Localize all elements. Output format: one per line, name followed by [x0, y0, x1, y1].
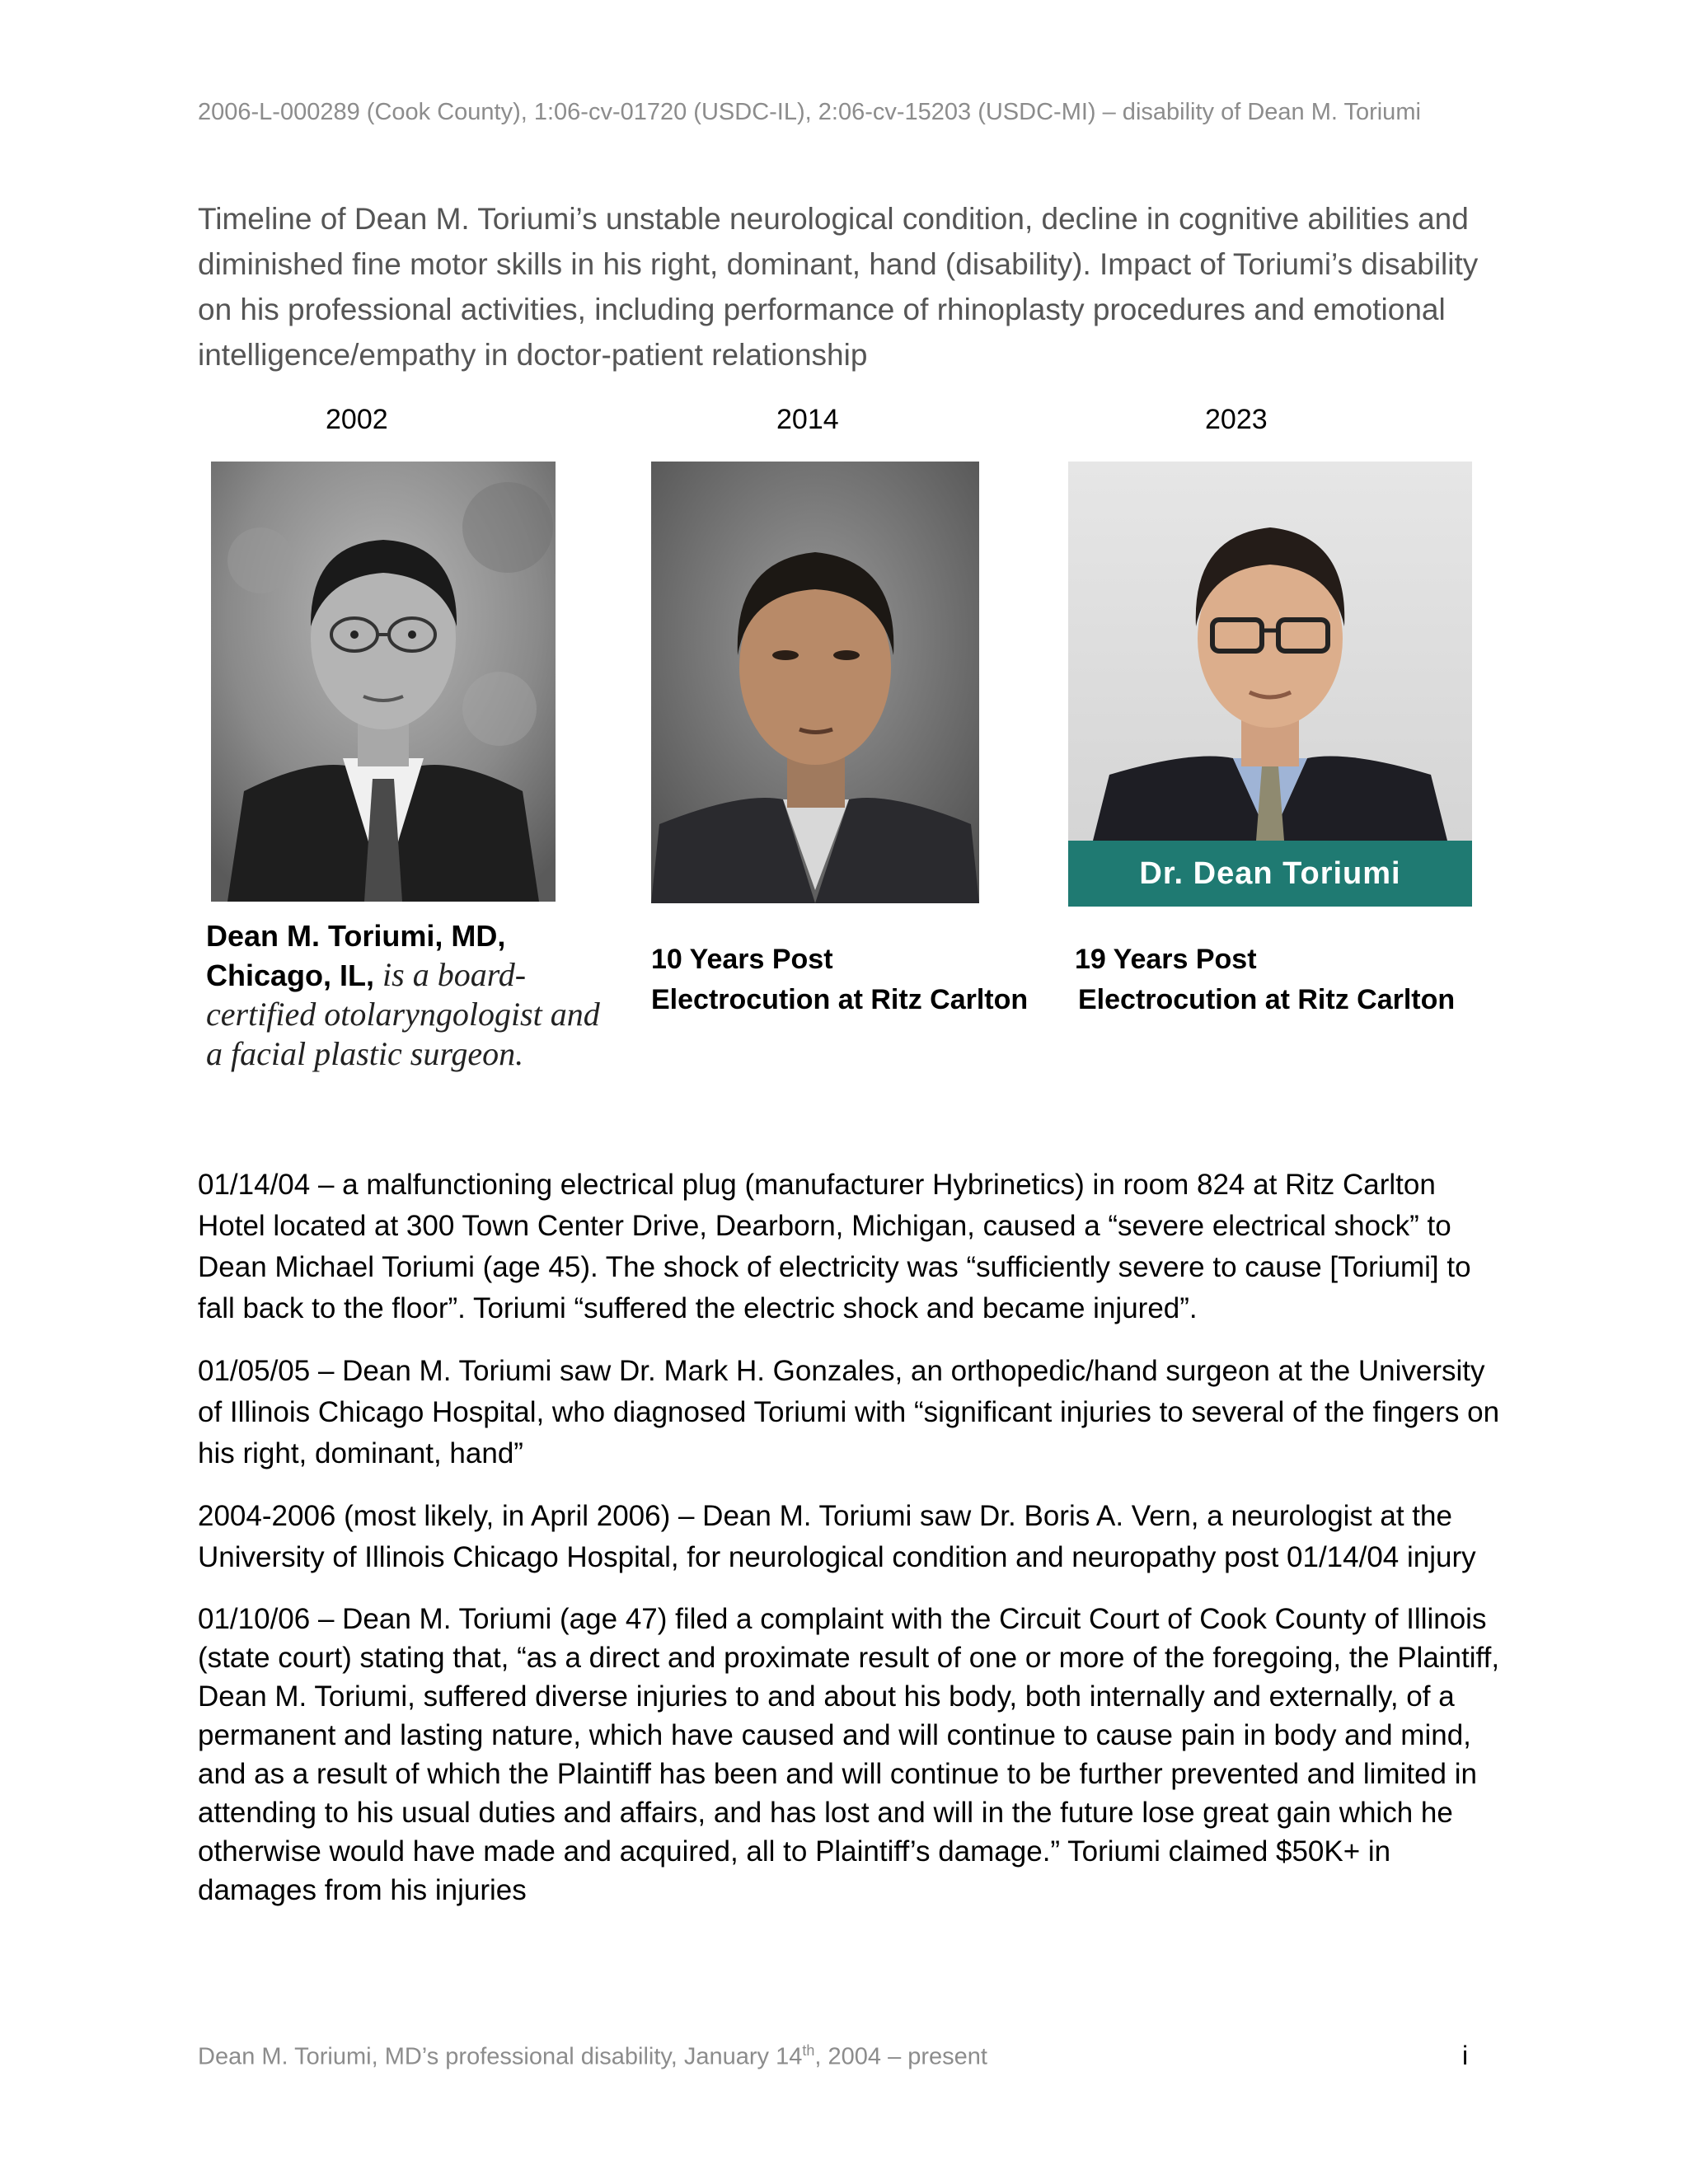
- caption-2023-line2: Electrocution at Ritz Carlton: [1078, 984, 1456, 1015]
- timeline-entry: 2004-2006 (most likely, in April 2006) – Dean M. Toriumi saw Dr. Boris A. Vern, a neurologist at the University of Illinois Chicago Hospital, for neurological condition and neuropathy post 01/14/04 injury: [198, 1500, 1476, 1573]
- page-number: i: [1462, 2041, 1469, 2070]
- timeline-entry: 01/05/05 – Dean M. Toriumi saw Dr. Mark H. Gonzales, an orthopedic/hand surgeon at the University of Illinois Chicago Hospital, who diagnosed Toriumi with “significant injuries to several of the fingers on his right, dominant, hand”: [198, 1355, 1500, 1469]
- year-label-2002: 2002: [326, 404, 388, 435]
- footer-text: Dean M. Toriumi, MD’s professional disability, January 14: [198, 2043, 803, 2070]
- portrait-photo-2014: [651, 462, 979, 903]
- caption-2002-description: is a board-certified otolaryngologist and a facial plastic surgeon.: [206, 956, 600, 1072]
- name-banner-text: Dr. Dean Toriumi: [1139, 856, 1401, 891]
- timeline-entries: [198, 1165, 1500, 1931]
- footer-text-end: , 2004 – present: [814, 2043, 987, 2070]
- year-label-2023: 2023: [1205, 404, 1268, 435]
- year-label-2014: 2014: [776, 404, 839, 435]
- caption-2014-line2: Electrocution at Ritz Carlton: [651, 984, 1029, 1015]
- portrait-photo-2023: [1068, 462, 1472, 907]
- caption-2014: [651, 940, 1028, 1020]
- caption-2014-line1: 10 Years Post: [651, 944, 833, 975]
- page-header: 2006-L-000289 (Cook County), 1:06-cv-01720 (USDC-IL), 2:06-cv-15203 (USDC-MI) – disability of Dean M. Toriumi: [198, 99, 1421, 125]
- portrait-photo-2002: [211, 462, 556, 902]
- document-title: Timeline of Dean M. Toriumi’s unstable neurological condition, decline in cognitive abilities and diminished fine motor skills in his right, dominant, hand (disability). Impact of Toriumi’s disability on his professional activities, including performance of rhinoplasty procedures and emotional intelligence/empathy in doctor-patient relationship: [198, 202, 1479, 372]
- caption-2002: [206, 916, 618, 1074]
- timeline-entry: 01/14/04 – a malfunctioning electrical plug (manufacturer Hybrinetics) in room 824 at Ritz Carlton Hotel located at 300 Town Center Drive, Dearborn, Michigan, caused a “severe electrical shock” to Dean Michael Toriumi (age 45). The shock of electricity was “sufficiently severe to cause [Toriumi] to fall back to the floor”. Toriumi “suffered the electric shock and became injured”.: [198, 1169, 1471, 1324]
- caption-2023: [1075, 940, 1455, 1020]
- caption-2002-location: Chicago, IL,: [206, 958, 375, 992]
- timeline-entry: 01/10/06 – Dean M. Toriumi (age 47) filed a complaint with the Circuit Court of Cook County of Illinois (state court) stating that, “as a direct and proximate result of one or more of the foregoing, the Plaintiff, Dean M. Toriumi, suffered diverse injuries to and about his body, both internally and externally, of a permanent and lasting nature, which have caused and will continue to cause pain in body and mind, and as a result of which the Plaintiff has been and will continue to be further prevented and limited in attending to his usual duties and affairs, and has lost and will in the future lose great gain which he otherwise would have made and acquired, all to Plaintiff’s damage.” Toriumi claimed $50K+ in damages from his injuries: [198, 1603, 1500, 1906]
- page-footer: [198, 2042, 987, 2071]
- caption-2023-line1: 19 Years Post: [1075, 944, 1257, 975]
- footer-superscript: th: [802, 2042, 815, 2059]
- caption-2002-name: Dean M. Toriumi, MD,: [206, 919, 506, 953]
